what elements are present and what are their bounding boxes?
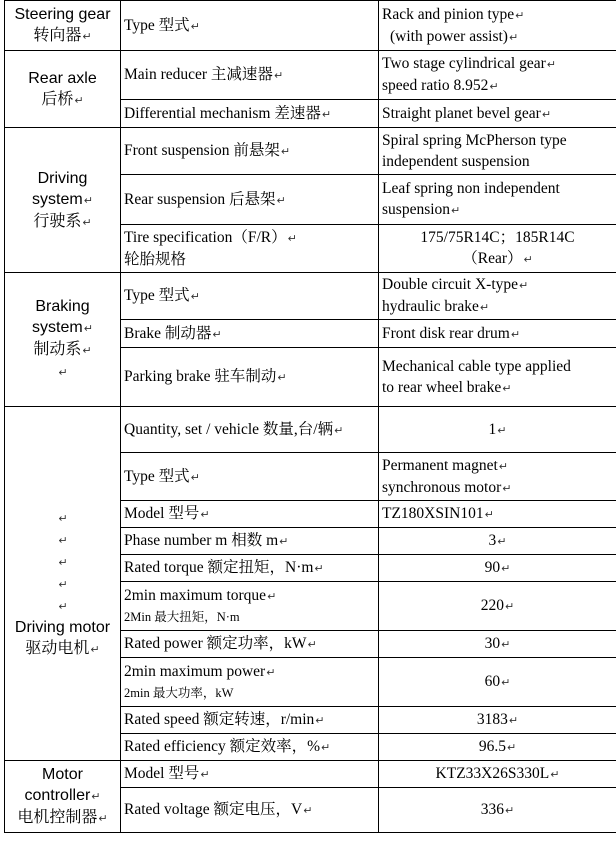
- item-parking-brake: Parking brake 驻车制动↵: [121, 348, 379, 407]
- value-rated-voltage: 336↵: [379, 788, 616, 833]
- value-rear-suspension: Leaf spring non independent suspension↵: [379, 175, 616, 225]
- value-rated-power: 30↵: [379, 631, 616, 658]
- table-row: [5, 761, 616, 788]
- value-front-suspension: Spiral spring McPherson type independent suspension: [379, 128, 616, 175]
- item-rated-voltage: Rated voltage 额定电压，V↵: [121, 788, 379, 833]
- item-brake: Brake 制动器↵: [121, 320, 379, 348]
- category-label-en: Steering gear: [14, 6, 111, 23]
- category-driving-system: Driving system↵ 行驶系↵: [5, 128, 121, 273]
- item-braking-type: Type 型式↵: [121, 273, 379, 320]
- item-max-torque: 2min maximum torque↵ 2Min 最大扭矩，N·m: [121, 582, 379, 631]
- table-row: [5, 273, 616, 320]
- value-motor-type: Permanent magnet↵ synchronous motor↵: [379, 453, 616, 501]
- category-motor-controller: Motor controller↵ 电机控制器↵: [5, 761, 121, 833]
- item-motor-quantity: Quantity, set / vehicle 数量,台/辆↵: [121, 407, 379, 453]
- table-row: [5, 407, 616, 453]
- category-driving-motor: ↵ ↵ ↵ ↵ ↵ Driving motor 驱动电机↵: [5, 407, 121, 761]
- item-rated-power: Rated power 额定功率，kW↵: [121, 631, 379, 658]
- value-main-reducer: Two stage cylindrical gear↵ speed ratio 8.952↵: [379, 51, 616, 100]
- item-main-reducer: Main reducer 主减速器↵: [121, 51, 379, 100]
- value-braking-type: Double circuit X-type↵ hydraulic brake↵: [379, 273, 616, 320]
- item-motor-model: Model 型号↵: [121, 501, 379, 528]
- category-braking-system: Braking system↵ 制动系↵ ↵: [5, 273, 121, 407]
- value-differential: Straight planet bevel gear↵: [379, 100, 616, 128]
- value-controller-model: KTZ33X26S330L↵: [379, 761, 616, 788]
- value-brake: Front disk rear drum↵: [379, 320, 616, 348]
- spec-table-sheet: [4, 0, 616, 833]
- value-motor-model: TZ180XSIN101↵: [379, 501, 616, 528]
- item-phase-number: Phase number m 相数 m↵: [121, 528, 379, 555]
- item-controller-model: Model 型号↵: [121, 761, 379, 788]
- value-tire-specification: 175/75R14C；185R14C （Rear）↵: [379, 225, 616, 273]
- value-motor-quantity: 1↵: [379, 407, 616, 453]
- category-rear-axle: Rear axle 后桥↵: [5, 51, 121, 128]
- value-max-torque: 220↵: [379, 582, 616, 631]
- vehicle-spec-table: [4, 0, 616, 833]
- value-parking-brake: Mechanical cable type applied to rear wheel brake↵: [379, 348, 616, 407]
- item-differential: Differential mechanism 差速器↵: [121, 100, 379, 128]
- item-steering-type: Type 型式↵: [121, 1, 379, 51]
- table-row: [5, 128, 616, 175]
- item-tire-specification: Tire specification（F/R）↵ 轮胎规格: [121, 225, 379, 273]
- table-row: [5, 51, 616, 100]
- category-steering-gear: Steering gear 转向器↵: [5, 1, 121, 51]
- item-max-power: 2min maximum power↵ 2min 最大功率，kW: [121, 658, 379, 707]
- value-rated-speed: 3183↵: [379, 707, 616, 734]
- value-rated-efficiency: 96.5↵: [379, 734, 616, 761]
- value-max-power: 60↵: [379, 658, 616, 707]
- item-rated-speed: Rated speed 额定转速，r/min↵: [121, 707, 379, 734]
- value-rated-torque: 90↵: [379, 555, 616, 582]
- item-rear-suspension: Rear suspension 后悬架↵: [121, 175, 379, 225]
- value-phase-number: 3↵: [379, 528, 616, 555]
- item-rated-torque: Rated torque 额定扭矩，N·m↵: [121, 555, 379, 582]
- item-rated-efficiency: Rated efficiency 额定效率，%↵: [121, 734, 379, 761]
- item-motor-type: Type 型式↵: [121, 453, 379, 501]
- table-row: [5, 1, 616, 51]
- item-front-suspension: Front suspension 前悬架↵: [121, 128, 379, 175]
- category-label-zh: 转向器: [33, 27, 82, 44]
- value-steering-type: Rack and pinion type↵ (with power assist)↵: [379, 1, 616, 51]
